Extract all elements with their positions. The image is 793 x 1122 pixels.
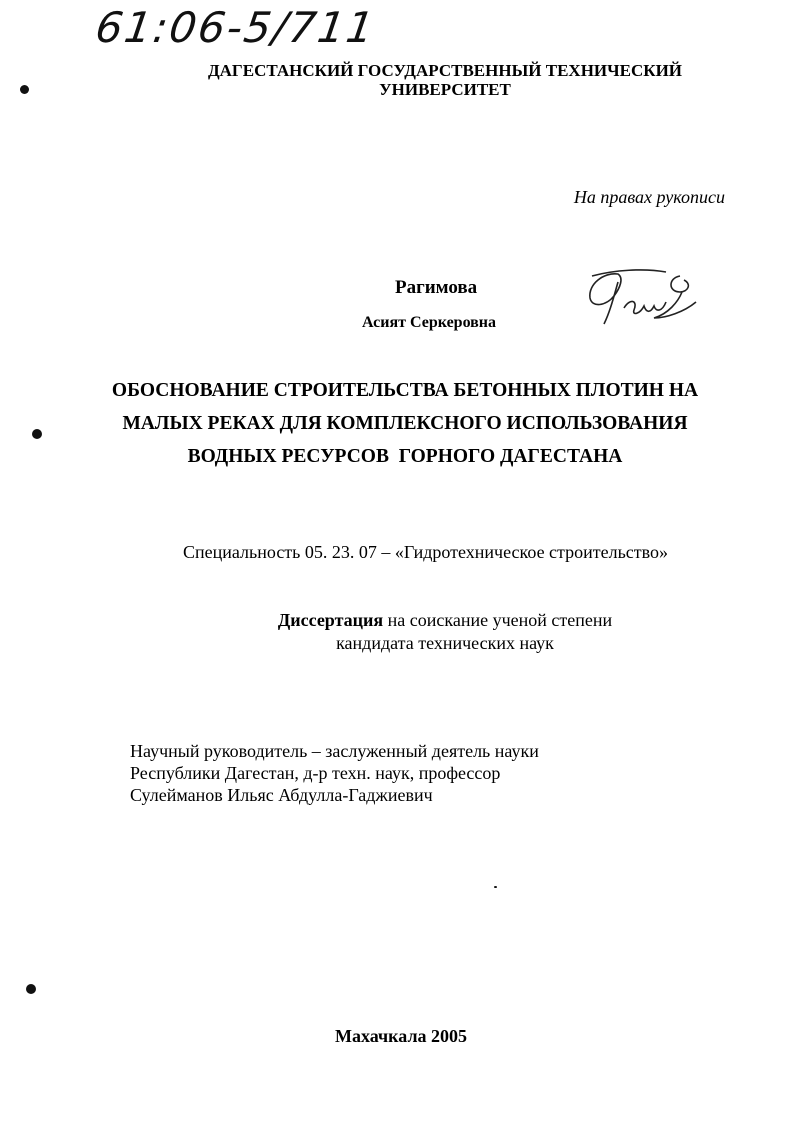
title-line-2: МАЛЫХ РЕКАХ ДЛЯ КОМПЛЕКСНОГО ИСПОЛЬЗОВАНИЯ: [122, 413, 688, 434]
degree-line-1: [190, 609, 700, 632]
binding-hole-mark-top: [20, 85, 29, 94]
scan-speck: [494, 886, 497, 888]
handwritten-catalog-number: 61:06-5/711: [92, 3, 379, 52]
degree-line-1-rest: на соискание ученой степени: [383, 610, 613, 630]
degree-line-2: кандидата технических наук: [336, 633, 554, 653]
title-line-3: ВОДНЫХ РЕСУРСОВ ГОРНОГО ДАГЕСТАНА: [187, 446, 623, 467]
supervisor-line-3: Сулейманов Ильяс Абдулла-Гаджиевич: [130, 785, 433, 805]
author-names: Асият Серкеровна: [362, 314, 497, 331]
manuscript-rights: На правах рукописи: [573, 187, 725, 207]
dissertation-degree: [190, 609, 700, 655]
author-signature: [584, 262, 704, 332]
supervisor-line-2: Республики Дагестан, д-р техн. наук, профессор: [130, 763, 501, 783]
scientific-supervisor: [130, 740, 539, 806]
binding-hole-mark-bottom: [26, 984, 36, 994]
title-line-1: ОБОСНОВАНИЕ СТРОИТЕЛЬСТВА БЕТОННЫХ ПЛОТИН НА: [111, 380, 699, 401]
dissertation-title: [100, 374, 710, 473]
author-surname: Рагимова: [395, 277, 478, 298]
university-line-2: УНИВЕРСИТЕТ: [379, 80, 511, 99]
supervisor-line-1: Научный руководитель – заслуженный деятель науки: [130, 741, 539, 761]
dissertation-label: Диссертация: [277, 610, 384, 630]
university-line-1: ДАГЕСТАНСКИЙ ГОСУДАРСТВЕННЫЙ ТЕХНИЧЕСКИЙ: [207, 61, 683, 80]
city-year: Махачкала 2005: [335, 1026, 468, 1046]
specialty-line: Специальность 05. 23. 07 – «Гидротехническое строительство»: [183, 542, 669, 562]
binding-hole-mark-middle: [32, 429, 42, 439]
university-name: [150, 61, 740, 99]
